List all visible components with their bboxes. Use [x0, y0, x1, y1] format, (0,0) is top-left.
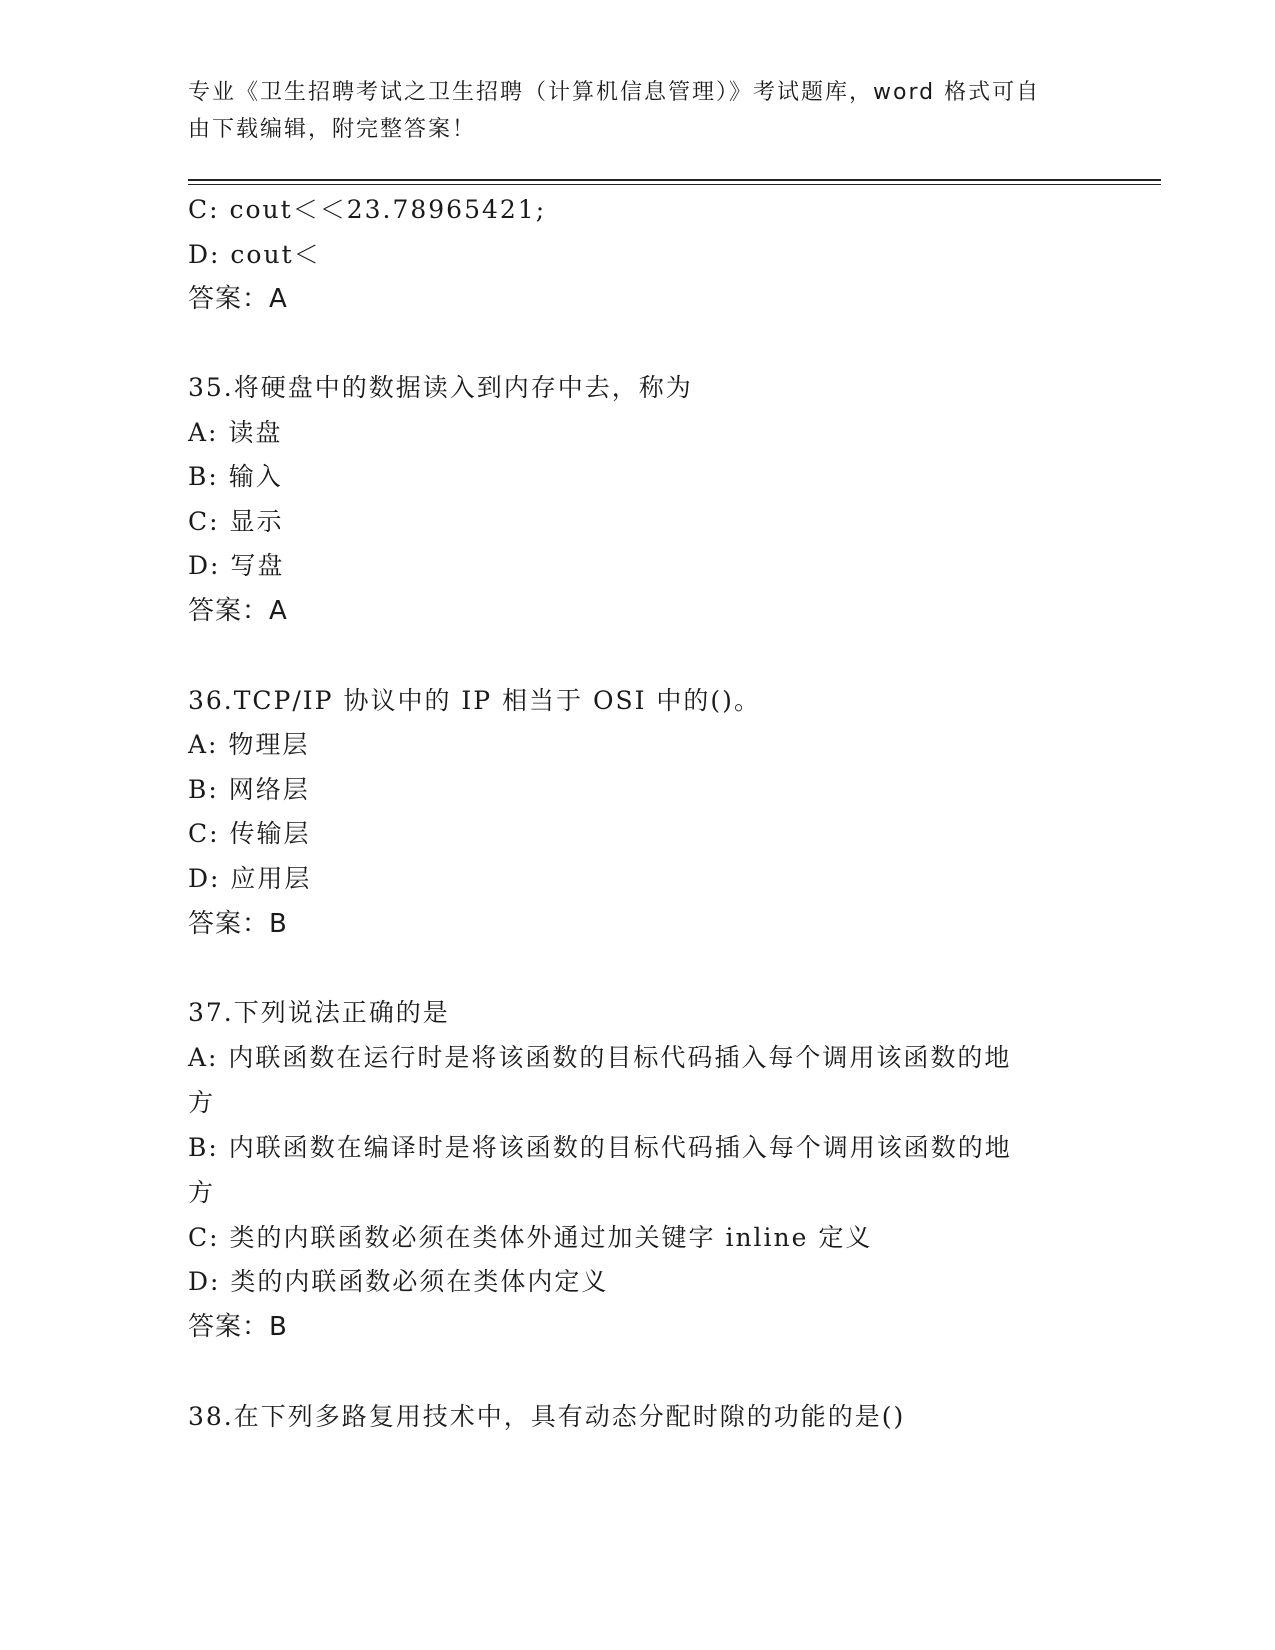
header-rule-thick	[188, 179, 1161, 181]
q36-option-d: D: 应用层	[188, 864, 312, 893]
q37-option-d: D: 类的内联函数必须在类体内定义	[188, 1267, 609, 1296]
q35-question: 35.将硬盘中的数据读入到内存中去，称为	[188, 373, 693, 402]
q36-option-c: C: 传输层	[188, 819, 311, 848]
q35-option-c: C: 显示	[188, 507, 284, 536]
q36-question: 36.TCP/IP 协议中的 IP 相当于 OSI 中的()。	[188, 686, 761, 715]
q35-answer: 答案：A	[188, 596, 288, 626]
q35-option-a: A: 读盘	[188, 418, 283, 447]
q35-option-d: D: 写盘	[188, 551, 285, 580]
header-rule-thin	[188, 184, 1161, 185]
q37-option-c: C: 类的内联函数必须在类体外通过加关键字 inline 定义	[188, 1223, 873, 1252]
q35-option-b: B: 输入	[188, 462, 283, 491]
q36-option-a: A: 物理层	[188, 730, 310, 759]
prev-answer: 答案：A	[188, 284, 288, 314]
prev-option-c: C: cout＜＜23.78965421;	[188, 195, 547, 224]
q37-option-a-line2: 方	[188, 1088, 216, 1117]
header-line-1: 专业《卫生招聘考试之卫生招聘（计算机信息管理）》考试题库，word 格式可自	[188, 80, 1041, 105]
q36-answer: 答案：B	[188, 909, 288, 939]
q37-question: 37.下列说法正确的是	[188, 998, 450, 1027]
document-header	[188, 74, 1088, 148]
q38-question: 38.在下列多路复用技术中，具有动态分配时隙的功能的是()	[188, 1402, 906, 1431]
q37-option-a-line1: A: 内联函数在运行时是将该函数的目标代码插入每个调用该函数的地	[188, 1043, 1012, 1072]
q37-option-b-line1: B: 内联函数在编译时是将该函数的目标代码插入每个调用该函数的地	[188, 1133, 1012, 1162]
q37-option-b-line2: 方	[188, 1178, 216, 1207]
prev-option-d: D: cout＜	[188, 240, 321, 269]
q36-option-b: B: 网络层	[188, 775, 310, 804]
header-line-2: 由下载编辑，附完整答案！	[188, 117, 477, 142]
q37-answer: 答案：B	[188, 1312, 288, 1342]
